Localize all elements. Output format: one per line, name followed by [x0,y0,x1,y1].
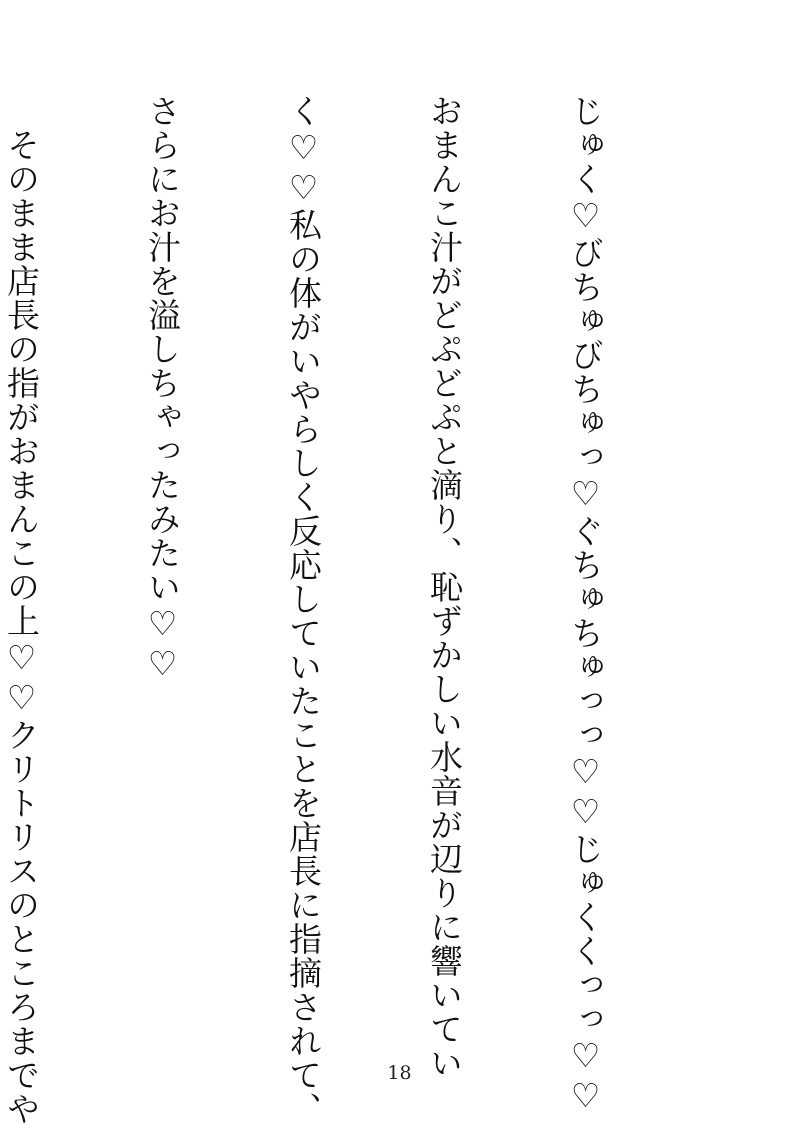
page-number: 18 [387,1062,412,1084]
text-line: そのまま店長の指がおまんこの上♡♡クリトリスのところまでや [2,94,41,1126]
text-line: く♡♡私の体がいやらしく反応していたことを店長に指摘されて、 [284,94,323,1126]
text-line: おまんこ汁がどぷどぷと滴り、恥ずかしい水音が辺りに響いてい [425,94,464,1080]
text-line: さらにお汁を溢しちゃったみたい♡♡ [143,94,182,684]
text-line: じゅく♡びちゅびちゅっ♡ぐちゅちゅっっ♡♡じゅくくっっ♡♡ [566,94,605,1116]
